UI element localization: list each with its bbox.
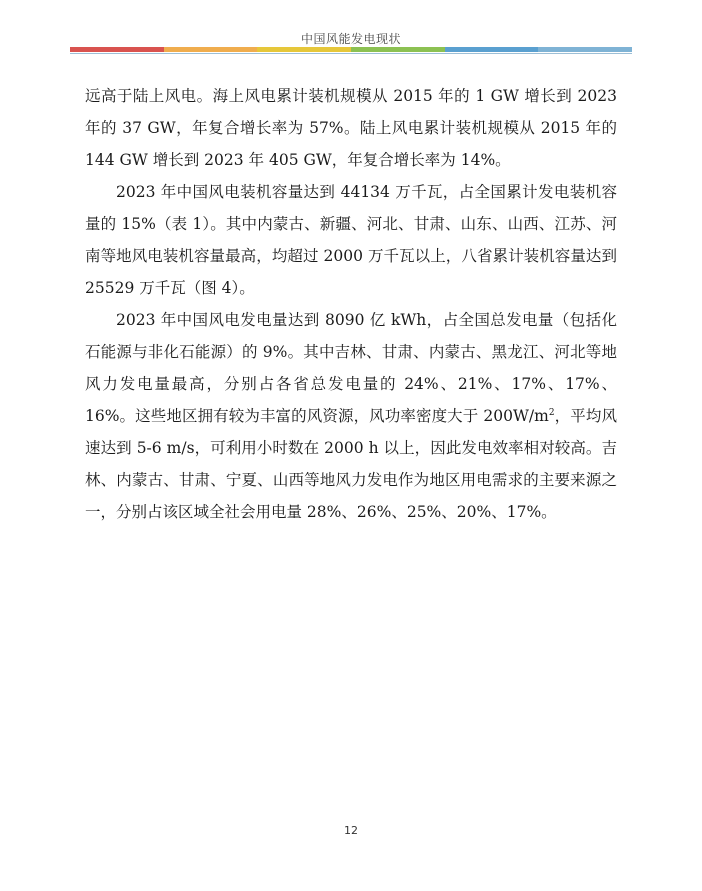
paragraph-generation-part-2: ，平均风速达到 5-6 m/s，可利用小时数在 2000 h 以上，因此发电效率相对较高。吉林、内蒙古、甘肃、宁夏、山西等地风力发电作为地区用电需求的主要来源之一，分别占该区域全社会用电量 28%、26%、25%、20%、17%。	[85, 407, 617, 521]
header-bar-segment	[538, 47, 632, 52]
header-divider	[70, 53, 632, 54]
header-bar-segment	[257, 47, 351, 52]
header-bar-segment	[351, 47, 445, 52]
running-header: 中国风能发电现状	[300, 32, 401, 46]
header-bar-segment	[445, 47, 539, 52]
header-color-bar	[70, 47, 632, 52]
paragraph-generation	[85, 304, 617, 528]
document-body	[85, 80, 617, 528]
page-number: 12	[344, 824, 358, 837]
header-bar-segment	[164, 47, 258, 52]
paragraph-generation-part-1: 2023 年中国风电发电量达到 8090 亿 kWh，占全国总发电量（包括化石能源与非化石能源）的 9%。其中吉林、甘肃、内蒙古、黑龙江、河北等地风力发电量最高，分别占各省总发电量的 24%、21%、17%、17%、16%。这些地区拥有较为丰富的风资源，风功率密度大于 200W/m	[85, 311, 617, 425]
paragraph-offshore-growth: 远高于陆上风电。海上风电累计装机规模从 2015 年的 1 GW 增长到 2023 年的 37 GW，年复合增长率为 57%。陆上风电累计装机规模从 2015 年的 144 GW 增长到 2023 年 405 GW，年复合增长率为 14%。	[85, 87, 617, 169]
unit-superscript: 2	[548, 407, 555, 418]
header-bar-segment	[70, 47, 164, 52]
paragraph-installed-capacity: 2023 年中国风电装机容量达到 44134 万千瓦，占全国累计发电装机容量的 15%（表 1）。其中内蒙古、新疆、河北、甘肃、山东、山西、江苏、河南等地风电装机容量最高，均超过 2000 万千瓦以上，八省累计装机容量达到 25529 万千瓦（图 4）。	[85, 183, 617, 297]
